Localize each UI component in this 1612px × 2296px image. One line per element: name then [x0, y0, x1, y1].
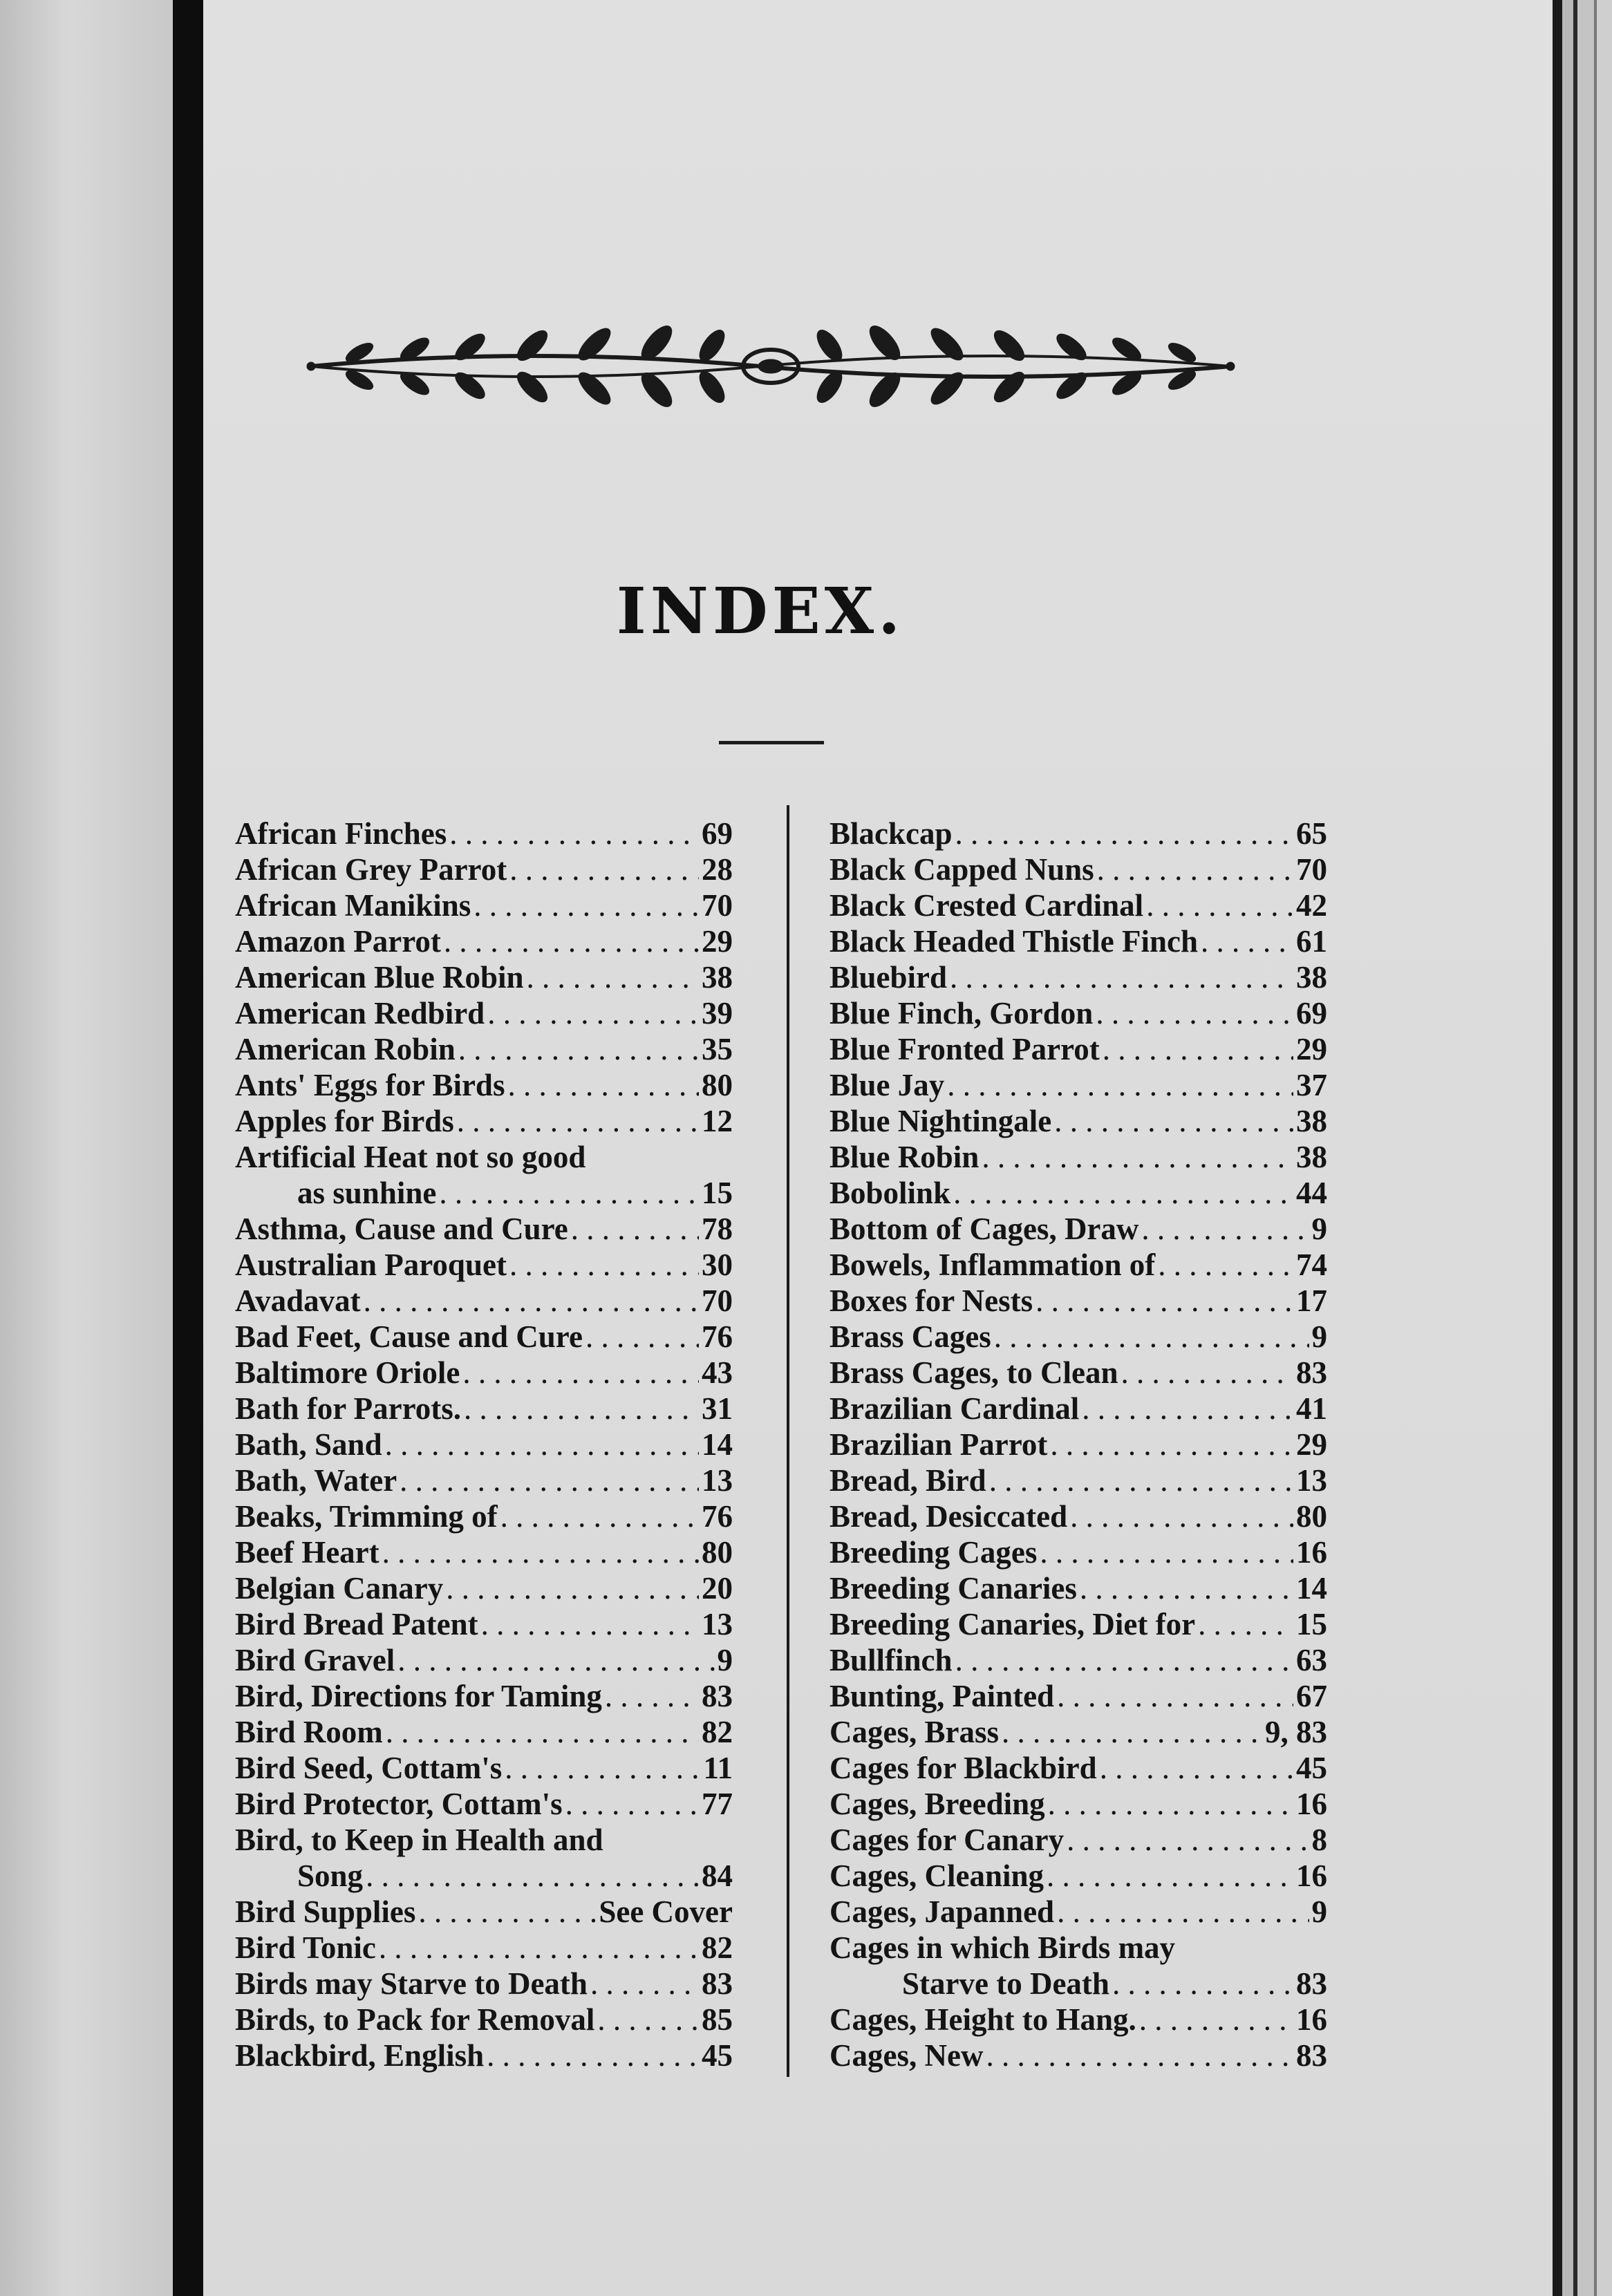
index-entry-label: African Manikins [235, 888, 471, 923]
index-entry [235, 1534, 733, 1570]
dot-leader [1139, 2002, 1293, 2038]
index-entry [830, 887, 1327, 923]
index-entry [235, 1498, 733, 1534]
index-page-number: 31 [702, 1391, 733, 1426]
index-entry [830, 1427, 1327, 1462]
index-page-number: 84 [702, 1859, 733, 1893]
index-entry [830, 1391, 1327, 1427]
index-page-number: 61 [1296, 924, 1327, 959]
dot-leader [444, 923, 699, 959]
index-page-number: 38 [1296, 1104, 1327, 1138]
index-entry-label: Cages, Height to Hang. [830, 2002, 1136, 2037]
dot-leader [955, 1642, 1293, 1678]
index-entry-label: Beef Heart [235, 1535, 379, 1570]
dot-leader [1035, 1283, 1293, 1319]
dot-leader [397, 1642, 714, 1678]
index-entry [830, 1750, 1327, 1786]
index-entry-continuation: as sunhine [297, 1176, 437, 1210]
index-entry [830, 1175, 1327, 1211]
dot-leader [382, 1534, 699, 1570]
index-entry [830, 995, 1327, 1031]
index-entry-label: Bread, Bird [830, 1463, 986, 1498]
index-entry-label: Bath, Sand [235, 1427, 382, 1462]
index-page-number: 82 [702, 1930, 733, 1965]
dot-leader [1146, 887, 1293, 923]
dot-leader [462, 1355, 699, 1391]
index-page-number: 80 [1296, 1499, 1327, 1534]
index-page-number: 83 [1296, 2038, 1327, 2073]
index-page-number: 43 [702, 1355, 733, 1390]
dot-leader [1121, 1355, 1293, 1391]
index-entry-label: Bobolink [830, 1176, 951, 1210]
dot-leader [487, 2038, 699, 2073]
index-entry-label: Breeding Cages [830, 1535, 1038, 1570]
dot-leader [955, 816, 1293, 851]
dot-leader [585, 1319, 699, 1355]
index-entry-label: Apples for Birds [235, 1104, 454, 1138]
index-page-number: 70 [1296, 852, 1327, 887]
index-entry [830, 1498, 1327, 1534]
index-entry-label: Bath for Parrots. [235, 1391, 462, 1426]
dot-leader [1097, 851, 1293, 887]
page-edge-right [1553, 0, 1612, 2296]
index-entry [830, 1031, 1327, 1067]
index-entry [235, 1355, 733, 1391]
index-page-number: 16 [1296, 1859, 1327, 1893]
index-entry [235, 1462, 733, 1498]
index-entry-label: Brazilian Cardinal [830, 1391, 1080, 1426]
index-entry-label: Cages for Canary [830, 1823, 1065, 1857]
index-page-number: 9 [1311, 1212, 1327, 1246]
index-entry [830, 1355, 1327, 1391]
index-page-number: 45 [1296, 1751, 1327, 1785]
index-entry-label: Bird Seed, Cottam's [235, 1751, 503, 1785]
index-entry-label: Bread, Desiccated [830, 1499, 1068, 1534]
index-page-number: 29 [1296, 1032, 1327, 1066]
index-entry-label: Bottom of Cages, Draw [830, 1212, 1139, 1246]
index-entry-label: Beaks, Trimming of [235, 1499, 498, 1534]
index-entry-label: Bird Room [235, 1715, 383, 1749]
index-page-number: 11 [703, 1751, 733, 1785]
index-entry-continuation: Song [297, 1859, 364, 1893]
index-entry [235, 1031, 733, 1067]
index-page-number: 44 [1296, 1176, 1327, 1210]
index-page-number: 29 [702, 924, 733, 959]
index-page-number: 14 [1296, 1571, 1327, 1606]
index-entry [235, 1858, 733, 1894]
dot-leader [474, 887, 699, 923]
index-entry-label: Bird Tonic [235, 1930, 376, 1965]
index-entry [830, 1283, 1327, 1319]
dot-leader [385, 1427, 699, 1462]
dot-leader [509, 1247, 699, 1283]
index-page-number: 38 [1296, 960, 1327, 995]
index-entry-label: Blue Finch, Gordon [830, 996, 1094, 1031]
title-divider [719, 741, 824, 744]
index-entry-label: American Redbird [235, 996, 485, 1031]
dot-leader [1198, 1606, 1293, 1642]
dot-leader [379, 1930, 699, 1966]
index-entry-label: Bluebird [830, 960, 948, 995]
index-entry [830, 1067, 1327, 1103]
dot-leader [590, 1966, 699, 2002]
dot-leader [1048, 1786, 1293, 1822]
dot-leader [449, 816, 699, 851]
index-column-left [235, 816, 733, 2073]
book-spine [173, 0, 203, 2296]
index-entry-label: Bird Protector, Cottam's [235, 1787, 563, 1821]
dot-leader [597, 2002, 699, 2038]
index-entry-label: Blue Fronted Parrot [830, 1032, 1100, 1066]
index-entry-label: Bowels, Inflammation of [830, 1248, 1156, 1282]
index-page-number: 78 [702, 1212, 733, 1246]
index-entry [830, 923, 1327, 959]
index-entry [235, 1570, 733, 1606]
index-entry-label: Blue Robin [830, 1140, 980, 1174]
dot-leader [571, 1211, 699, 1247]
index-page-number: 74 [1296, 1248, 1327, 1282]
dot-leader [1067, 1822, 1309, 1858]
index-page-number: 83 [1296, 1355, 1327, 1390]
index-entry-label: Bird Bread Patent [235, 1607, 478, 1641]
dot-leader [565, 1786, 699, 1822]
index-page-number: 77 [702, 1787, 733, 1821]
index-entry [235, 1283, 733, 1319]
dot-leader [605, 1678, 699, 1714]
index-entry-continuation: Starve to Death [902, 1966, 1109, 2001]
dot-leader [994, 1319, 1309, 1355]
dot-leader [509, 851, 699, 887]
index-page-number: 80 [702, 1068, 733, 1102]
dot-leader [366, 1858, 699, 1894]
index-entry [830, 1139, 1327, 1175]
index-page-number: 39 [702, 996, 733, 1031]
index-page-number: 13 [1296, 1463, 1327, 1498]
dot-leader [1057, 1678, 1293, 1714]
index-entry-label: Birds, to Pack for Removal [235, 2002, 595, 2037]
dot-leader [1002, 1714, 1262, 1750]
dot-leader [1047, 1858, 1293, 1894]
index-entry-label: African Grey Parrot [235, 852, 507, 887]
index-page-number: 83 [702, 1679, 733, 1713]
index-page-number: 67 [1296, 1679, 1327, 1713]
facing-page-edge [0, 0, 173, 2296]
index-page-number: 15 [1296, 1607, 1327, 1641]
index-page-number: 9 [717, 1643, 733, 1677]
dot-leader [464, 1391, 699, 1427]
index-entry [235, 1391, 733, 1427]
index-entry-label: Blackcap [830, 816, 953, 851]
index-page-number: 16 [1296, 1535, 1327, 1570]
index-page-number: 83 [702, 1966, 733, 2001]
index-entry-label: Bird, Directions for Taming [235, 1679, 602, 1713]
index-entry-label: Cages, Brass [830, 1715, 999, 1749]
dot-leader [1096, 995, 1293, 1031]
dot-leader [505, 1750, 700, 1786]
index-entry [235, 816, 733, 851]
index-entry [235, 1175, 733, 1211]
index-entry [235, 2002, 733, 2038]
index-entry [830, 1211, 1327, 1247]
index-entry [235, 959, 733, 995]
index-entry [235, 1750, 733, 1786]
index-entry [830, 2002, 1327, 2038]
index-entry [830, 1534, 1327, 1570]
index-page-number: 17 [1296, 1283, 1327, 1318]
index-entry [830, 1247, 1327, 1283]
index-page-number: 70 [702, 1283, 733, 1318]
dot-leader [982, 1139, 1293, 1175]
index-page-number: 63 [1296, 1643, 1327, 1677]
index-entry [235, 2038, 733, 2073]
index-entry [235, 887, 733, 923]
index-page-number: See Cover [599, 1894, 733, 1929]
index-entry [235, 1678, 733, 1714]
index-entry [830, 1966, 1327, 2002]
index-page-number: 41 [1296, 1391, 1327, 1426]
index-entry-label: African Finches [235, 816, 447, 851]
dot-leader [1057, 1894, 1309, 1930]
dot-leader [986, 2038, 1293, 2073]
index-page-number: 83 [1296, 1966, 1327, 2001]
dot-leader [418, 1894, 596, 1930]
index-entry [235, 1103, 733, 1139]
index-entry [830, 1714, 1327, 1750]
index-page-number: 28 [702, 852, 733, 887]
index-column-right [830, 816, 1327, 2073]
index-page-number: 30 [702, 1248, 733, 1282]
index-entry-label: Black Crested Cardinal [830, 888, 1144, 923]
index-entry-label: Cages, Breeding [830, 1787, 1045, 1821]
index-page-number: 16 [1296, 1787, 1327, 1821]
index-entry [235, 1966, 733, 2002]
dot-leader [947, 1067, 1293, 1103]
index-entry [235, 851, 733, 887]
index-entry-label: Black Headed Thistle Finch [830, 924, 1198, 959]
dot-leader [1082, 1391, 1293, 1427]
dot-leader [1103, 1031, 1293, 1067]
index-entry [830, 1462, 1327, 1498]
dot-leader [439, 1175, 699, 1211]
index-page-number: 29 [1296, 1427, 1327, 1462]
dot-leader [1054, 1103, 1293, 1139]
index-page-number: 14 [702, 1427, 733, 1462]
index-page-number: 85 [702, 2002, 733, 2037]
index-entry-label: Blue Jay [830, 1068, 945, 1102]
index-entry-label: Breeding Canaries [830, 1571, 1077, 1606]
index-entry-label: Bunting, Painted [830, 1679, 1055, 1713]
dot-leader [500, 1498, 699, 1534]
index-page-number: 69 [1296, 996, 1327, 1031]
index-entry [830, 1822, 1327, 1858]
dot-leader [400, 1462, 699, 1498]
dot-leader [1201, 923, 1293, 959]
index-page-number: 9 [1311, 1894, 1327, 1929]
dot-leader [1158, 1247, 1293, 1283]
index-entry-label: Baltimore Oriole [235, 1355, 460, 1390]
dot-leader [1100, 1750, 1293, 1786]
index-entry-label: Avadavat [235, 1283, 361, 1318]
index-entry [830, 1319, 1327, 1355]
index-page-number: 69 [702, 816, 733, 851]
page-title: INDEX. [616, 574, 905, 648]
index-entry-label: American Blue Robin [235, 960, 524, 995]
dot-leader [446, 1570, 699, 1606]
dot-leader [487, 995, 699, 1031]
index-entry [235, 1714, 733, 1750]
dot-leader [950, 959, 1293, 995]
index-entry-label: Bird Gravel [235, 1643, 395, 1677]
dot-leader [1050, 1427, 1293, 1462]
index-entry [235, 995, 733, 1031]
dot-leader [1141, 1211, 1309, 1247]
index-page-number: 82 [702, 1715, 733, 1749]
dot-leader [989, 1462, 1293, 1498]
index-entry-label: Australian Paroquet [235, 1248, 507, 1282]
index-entry-label: Blue Nightingale [830, 1104, 1052, 1138]
index-entry [235, 1319, 733, 1355]
index-entry [830, 959, 1327, 995]
index-entry-label: Bath, Water [235, 1463, 397, 1498]
index-entry-label: Bullfinch [830, 1643, 953, 1677]
index-page-number: 76 [702, 1499, 733, 1534]
index-page-number: 76 [702, 1319, 733, 1354]
index-page-number: 9, 83 [1265, 1715, 1327, 1749]
index-entry-label: Bird, to Keep in Health and [235, 1823, 603, 1857]
index-entry [830, 1606, 1327, 1642]
index-entry [830, 851, 1327, 887]
index-entry-label: Cages, Cleaning [830, 1859, 1044, 1893]
index-page-number: 70 [702, 888, 733, 923]
index-page-number: 65 [1296, 816, 1327, 851]
dot-leader [1112, 1966, 1293, 2002]
index-entry [830, 1642, 1327, 1678]
dot-leader [953, 1175, 1293, 1211]
index-entry-label: Cages in which Birds may [830, 1930, 1176, 1965]
index-entry-label: Asthma, Cause and Cure [235, 1212, 568, 1246]
index-entry [235, 923, 733, 959]
index-entry [235, 1930, 733, 1966]
index-entry-label: Boxes for Nests [830, 1283, 1033, 1318]
index-entry-label: American Robin [235, 1032, 456, 1066]
index-page-number: 13 [702, 1463, 733, 1498]
dot-leader [364, 1283, 699, 1319]
dot-leader [458, 1031, 699, 1067]
dot-leader [457, 1103, 699, 1139]
dot-leader [1070, 1498, 1293, 1534]
index-entry [235, 1067, 733, 1103]
index-entry [235, 1211, 733, 1247]
index-entry [830, 1786, 1327, 1822]
index-entry-label: Bad Feet, Cause and Cure [235, 1319, 583, 1354]
index-entry-label: Artificial Heat not so good [235, 1140, 586, 1174]
dot-leader [527, 959, 699, 995]
index-entry-label: Cages, Japanned [830, 1894, 1055, 1929]
index-page-number: 80 [702, 1535, 733, 1570]
column-divider [787, 805, 789, 2077]
index-entry [235, 1247, 733, 1283]
index-page-number: 9 [1311, 1319, 1327, 1354]
index-entry [235, 1606, 733, 1642]
index-entry-label: Cages for Blackbird [830, 1751, 1097, 1785]
index-entry-label: Belgian Canary [235, 1571, 444, 1606]
index-entry-label: Brass Cages [830, 1319, 991, 1354]
index-entry [235, 1642, 733, 1678]
index-entry [830, 2038, 1327, 2073]
index-entry-label: Birds may Starve to Death [235, 1966, 588, 2001]
index-page-number: 8 [1311, 1823, 1327, 1857]
index-entry-label: Brass Cages, to Clean [830, 1355, 1118, 1390]
index-entry [235, 1894, 733, 1930]
dot-leader [386, 1714, 699, 1750]
index-page-number: 45 [702, 2038, 733, 2073]
index-page-number: 15 [702, 1176, 733, 1210]
index-page-number: 38 [1296, 1140, 1327, 1174]
index-entry-label: Blackbird, English [235, 2038, 485, 2073]
index-entry-label: Bird Supplies [235, 1894, 416, 1929]
index-entry [235, 1427, 733, 1462]
index-entry-label: Breeding Canaries, Diet for [830, 1607, 1196, 1641]
dot-leader [1080, 1570, 1293, 1606]
index-entry-label: Black Capped Nuns [830, 852, 1094, 887]
index-entry [830, 1858, 1327, 1894]
index-page-number: 20 [702, 1571, 733, 1606]
index-page-number: 35 [702, 1032, 733, 1066]
index-entry [830, 1894, 1327, 1930]
index-entry [235, 1786, 733, 1822]
index-entry-label: Ants' Eggs for Birds [235, 1068, 505, 1102]
index-entry-label: Amazon Parrot [235, 924, 441, 959]
index-entry [830, 1678, 1327, 1714]
index-page-number: 13 [702, 1607, 733, 1641]
index-entry-label: Cages, New [830, 2038, 984, 2073]
index-page-number: 16 [1296, 2002, 1327, 2037]
index-entry-label: Brazilian Parrot [830, 1427, 1048, 1462]
dot-leader [481, 1606, 699, 1642]
index-entry [830, 816, 1327, 851]
floral-ornament-icon [304, 318, 1237, 415]
index-page-number: 42 [1296, 888, 1327, 923]
dot-leader [1040, 1534, 1293, 1570]
index-entry [830, 1570, 1327, 1606]
index-entry [830, 1103, 1327, 1139]
index-page-number: 37 [1296, 1068, 1327, 1102]
index-page-number: 38 [702, 960, 733, 995]
dot-leader [507, 1067, 699, 1103]
index-page-number: 12 [702, 1104, 733, 1138]
